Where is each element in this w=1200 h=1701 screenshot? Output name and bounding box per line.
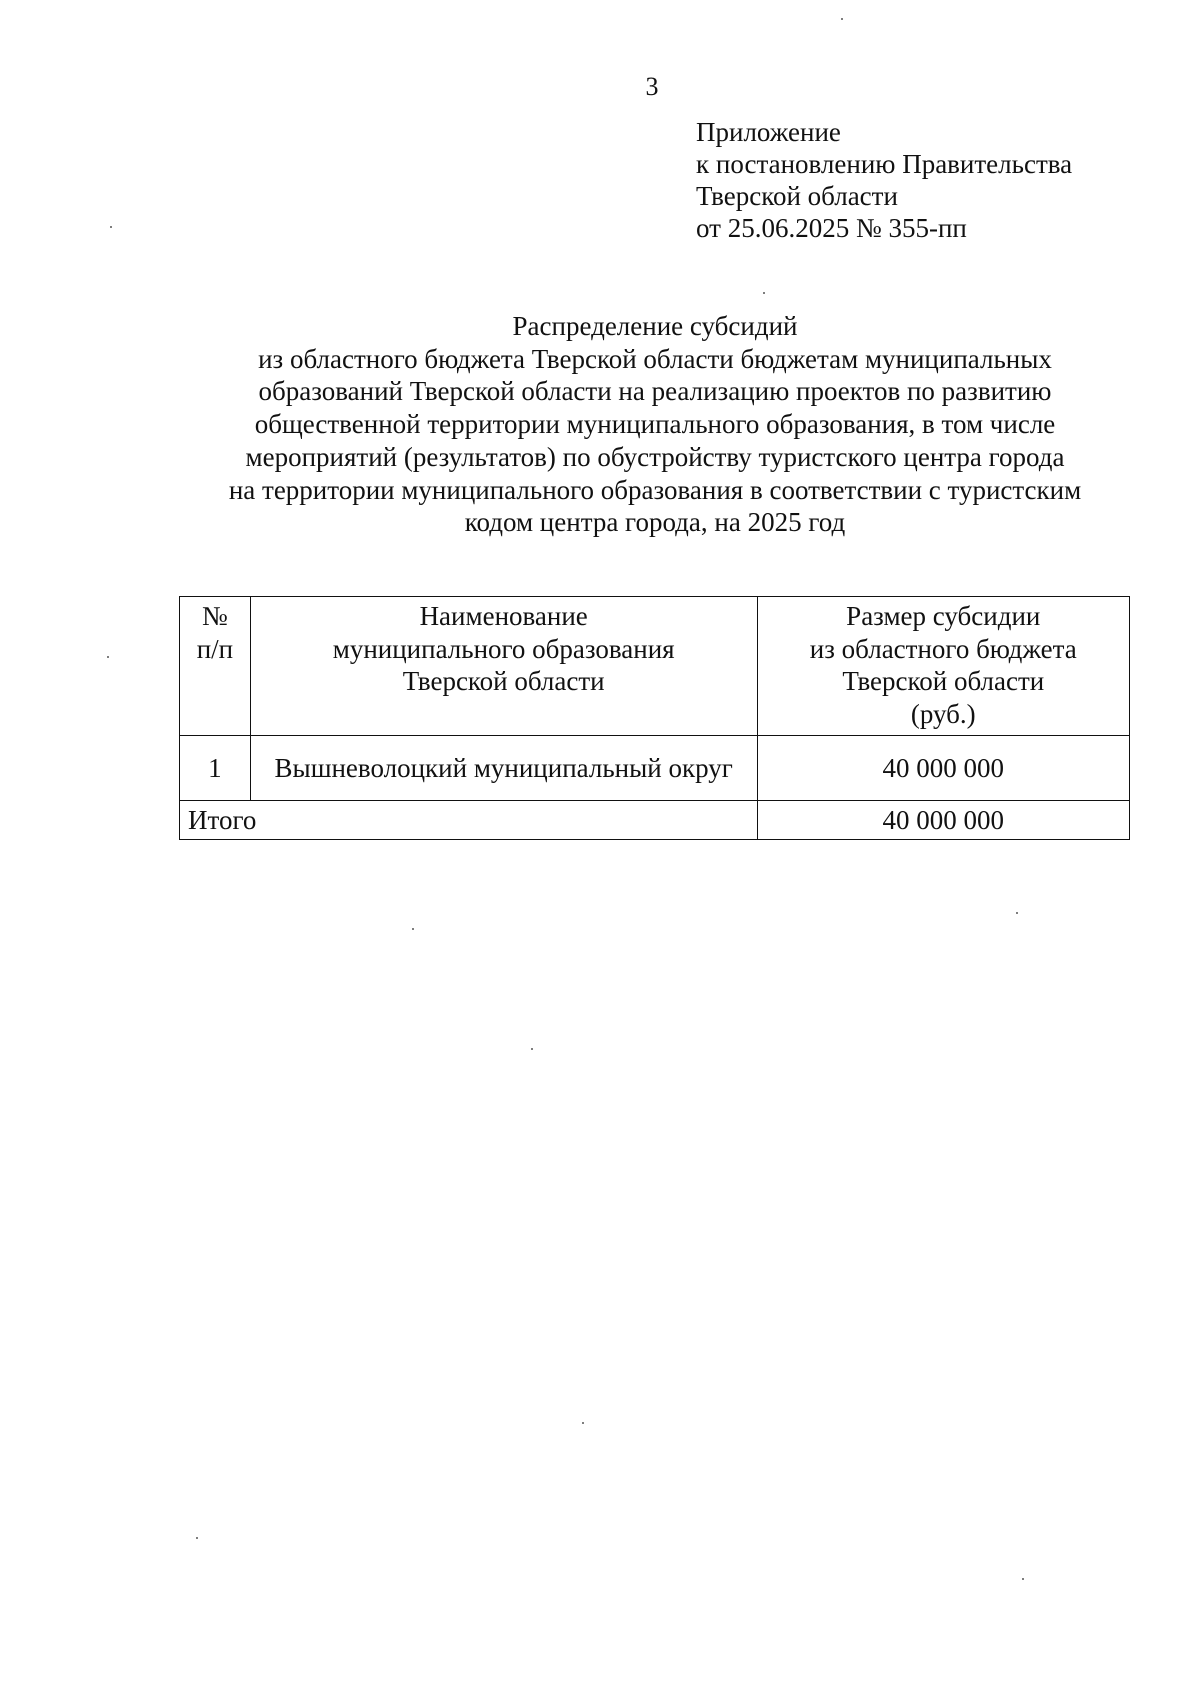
header-text: Тверской области [402, 666, 605, 696]
title-line: из областного бюджета Тверской области бюджетам муниципальных [258, 343, 1052, 374]
scan-speck [110, 226, 112, 228]
subsidy-table [179, 596, 1130, 840]
header-number [180, 597, 251, 736]
header-text: Тверской области [842, 666, 1045, 696]
appendix-line: Тверской области [696, 181, 898, 211]
page-number: 3 [645, 72, 659, 101]
title-line: образований Тверской области на реализацию проектов по развитию [258, 376, 1052, 407]
row-amount: 40 000 000 [757, 736, 1129, 801]
scan-speck [196, 1537, 198, 1539]
scan-speck [107, 656, 109, 658]
header-text: № [202, 601, 228, 631]
title-line: кодом центра города, на 2025 год [464, 507, 846, 538]
header-text: Наименование [419, 601, 588, 631]
appendix-line: Приложение [696, 117, 841, 147]
title-line: мероприятий (результатов) по обустройству туристского центра города [245, 441, 1065, 472]
title-line: Распределение субсидий [512, 311, 798, 341]
header-text: из областного бюджета [809, 633, 1077, 664]
table-row [180, 736, 1130, 801]
total-label: Итого [180, 801, 758, 840]
title-line: общественной территории муниципального образования, в том числе [254, 409, 1056, 440]
document-title [160, 310, 1150, 539]
header-name [250, 597, 757, 736]
appendix-block [696, 116, 1072, 244]
appendix-line: к постановлению Правительства [696, 149, 1073, 179]
scan-speck [1016, 912, 1018, 914]
row-number: 1 [180, 736, 251, 801]
row-municipality: Вышневолоцкий муниципальный округ [250, 736, 757, 801]
header-text: (руб.) [910, 698, 976, 729]
appendix-date-number: от 25.06.2025 № 355-пп [696, 213, 967, 243]
scan-speck [412, 928, 414, 930]
total-amount: 40 000 000 [757, 801, 1129, 840]
scan-speck [1022, 1578, 1024, 1580]
header-text: муниципального образования [332, 633, 675, 664]
table-total-row [180, 801, 1130, 840]
header-text: п/п [196, 633, 234, 664]
scan-speck [582, 1422, 584, 1424]
scan-speck [763, 292, 765, 294]
table-header-row [180, 597, 1130, 736]
header-amount [757, 597, 1129, 736]
scan-speck [531, 1048, 533, 1050]
header-text: Размер субсидии [846, 601, 1041, 631]
scan-speck [841, 18, 843, 20]
title-line: на территории муниципального образования в соответствии с туристским [228, 474, 1082, 505]
